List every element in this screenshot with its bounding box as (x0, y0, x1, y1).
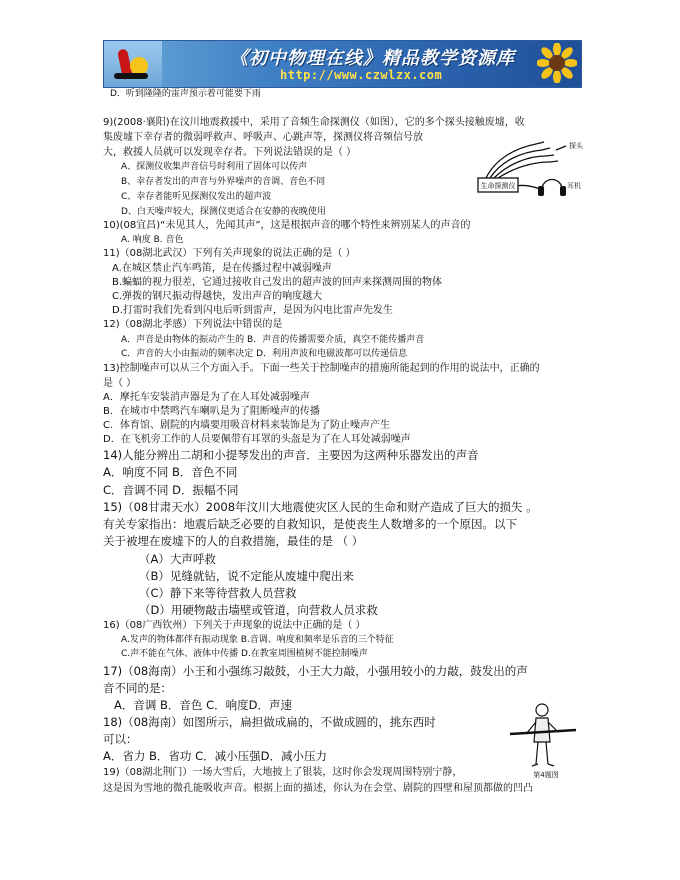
device-label: 生命探测仪 (480, 182, 516, 190)
text-line: 18)（08海南）如图所示，扁担做成扁的，不做成圆的，挑东西时 (103, 715, 436, 729)
text-line: （D）用硬物敲击墙壁或管道，向营救人员求救 (139, 603, 378, 617)
text-line: D．在飞机旁工作的人员要佩带有耳罩的头盔是为了在人耳处减弱噪声 (103, 434, 411, 445)
text-line: A、探测仪收集声音信号时利用了固体可以传声 (121, 162, 308, 172)
text-line: （A）大声呼救 (139, 552, 216, 566)
text-line: A．响度不同 B．音色不同 (103, 465, 238, 479)
text-line: 关于被埋在废墟下的人的自救措施，最佳的是 （ ） (103, 534, 364, 548)
text-line: D．听到隆隆的雷声预示着可能要下雨 (110, 89, 261, 99)
text-line: 19)（08湖北荆门）一场大雪后，大地披上了银装，这时你会发现周围特别宁静， (103, 767, 463, 778)
text-line: 10)(08宜昌)“未见其人，先闻其声”，这是根据声音的哪个特性来辨别某人的声音的 (103, 220, 471, 231)
text-line: 15)（08甘肃天水）2008年汶川大地震使灾区人民的生命和财产造成了巨大的损失 。 (103, 500, 538, 514)
text-line: A．省力 B．省功 C．减小压强D．减小压力 (103, 749, 327, 763)
text-line: 16)（08广西钦州）下列关于声现象的说法中正确的是（ ） (103, 620, 366, 631)
text-line: B、幸存者发出的声音与外界噪声的音调、音色不同 (121, 177, 326, 187)
text-line: 17)（08海南）小王和小强练习敲鼓，小王大力敲，小强用较小的力敲，鼓发出的声 (103, 664, 528, 678)
text-line: A.发声的物体都伴有振动现象 B.音调、响度和频率是乐音的三个特征 (121, 635, 394, 645)
text-line: A．声音是由物体的振动产生的 B．声音的传播需要介质，真空不能传播声音 (121, 335, 425, 345)
text-line: 有关专家指出：地震后缺乏必要的自救知识，是使丧生人数增多的一个原因。以下 (103, 517, 517, 531)
sunflower-icon (537, 43, 577, 83)
text-line: B.蝙蝠的视力很差，它通过接收自己发出的超声波的回声来探测周围的物体 (112, 277, 443, 288)
text-line: D.打雷时我们先看到闪电后听到雷声，是因为闪电比雷声先发生 (112, 305, 393, 316)
text-line: C．体育馆、剧院的内墙要用吸音材料来装饰是为了防止噪声产生 (103, 420, 390, 431)
text-line: 13)控制噪声可以从三个方面入手。下面一些关于控制噪声的措施所能起到的作用的说法中，正确的 (103, 363, 540, 374)
text-line: 14)人能分辨出二胡和小提琴发出的声音．主要因为这两种乐器发出的声音 (103, 448, 479, 462)
probe-label: 探头 (569, 142, 583, 150)
text-line: 是（ ） (103, 378, 137, 389)
text-line: A. 响度 B. 音色 (121, 235, 184, 245)
text-line: B．在城市中禁鸣汽车喇叭是为了阻断噪声的传播 (103, 406, 320, 417)
text-line: A．摩托车安装消声器是为了在人耳处减弱噪声 (103, 392, 310, 403)
text-line: 这是因为雪地的微孔能吸收声音。根据上面的描述，你认为在会堂、剧院的四壁和屋顶都做的凹凸 (103, 783, 533, 794)
text-line: 11)（08湖北武汉）下列有关声现象的说法正确的是（ ） (103, 248, 356, 259)
text-line: 音不同的是： (103, 681, 172, 695)
text-line: 可以： (103, 732, 138, 746)
header-banner (103, 40, 582, 88)
text-line: A.在城区禁止汽车鸣笛，是在传播过程中减弱噪声 (112, 263, 332, 274)
text-line: 12)（08湖北孝感）下列说法中错误的是 (103, 319, 283, 330)
text-line: C、幸存者能听见探测仪发出的超声波 (121, 192, 272, 202)
text-line: D、白天噪声较大，探测仪更适合在安静的夜晚使用 (121, 207, 326, 217)
text-line: C．声音的大小由振动的频率决定 D．利用声波和电磁波都可以传递信息 (121, 349, 408, 359)
text-line: A．音调 B．音色 C．响度D．声速 (114, 698, 292, 712)
logo (104, 41, 162, 87)
text-line: C.声不能在气体、液体中传播 D.在教室周围植树不能控制噪声 (121, 649, 368, 659)
text-line: 大，救援人员就可以发现幸存者。下列说法错误的是（ ） (103, 147, 357, 158)
banner-url[interactable]: http://www.czwlzx.com (280, 68, 443, 82)
figure-caption: 第4题图 (533, 771, 559, 779)
text-line: （C）静下来等待营救人员营救 (139, 586, 297, 600)
life-detector-figure (476, 138, 584, 204)
text-line: 9)(2008·襄阳)在汶川地震救援中，采用了音频生命探测仪（如图），它的多个探头接触废墟，收 (103, 117, 525, 128)
text-line: C.弹拨的钢尺振动得越快，发出声音的响度越大 (112, 291, 323, 302)
text-line: 集废墟下幸存者的微弱呼救声、呼吸声、心跳声等，探测仪将音频信号放 (103, 132, 423, 143)
text-line: C．音调不同 D．振幅不同 (103, 483, 239, 497)
banner-title: 《初中物理在线》精品教学资源库 (230, 48, 515, 69)
text-line: （B）见缝就钻，说不定能从废墟中爬出来 (139, 569, 354, 583)
earphone-label: 耳机 (567, 182, 581, 190)
carrying-pole-figure (506, 700, 578, 780)
